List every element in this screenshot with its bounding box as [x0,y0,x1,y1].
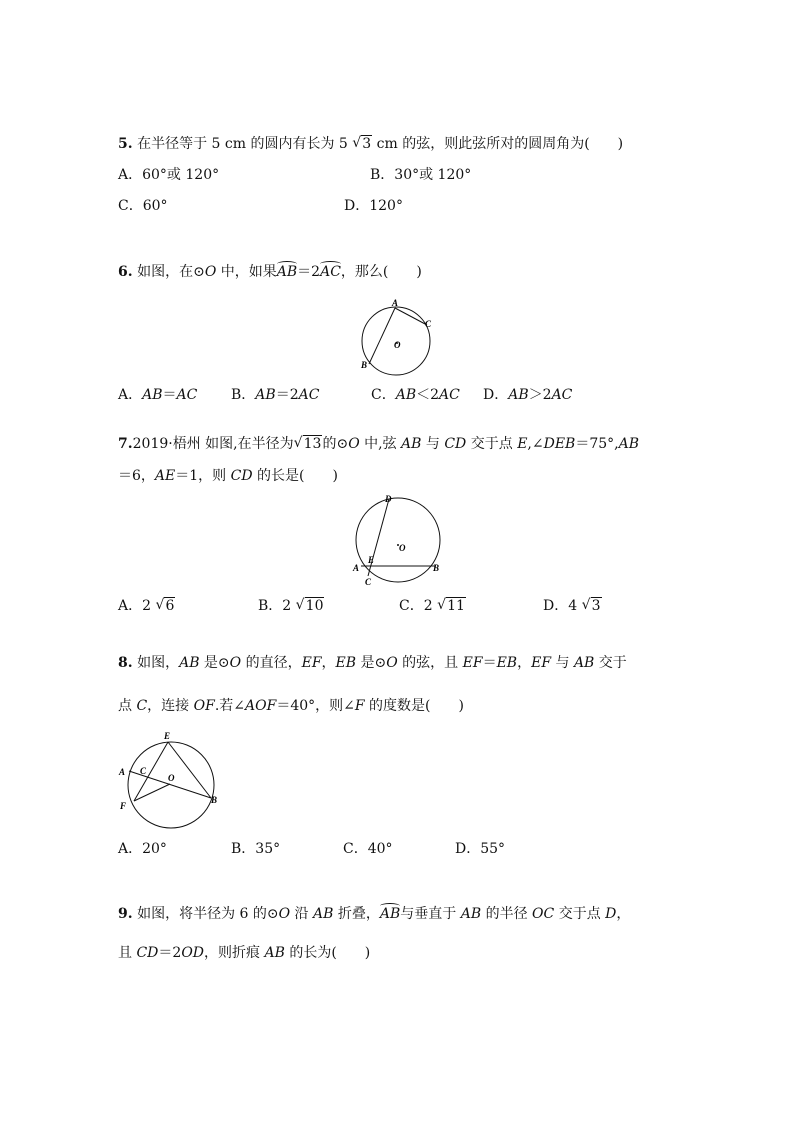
q8-label-a: A [119,767,126,777]
q6-option-c: C．AB＜2AC [371,387,460,403]
q6-number: 6. [118,264,133,280]
sqrt-symbol: √ 3 [352,135,372,153]
q9-number: 9. [118,906,133,922]
q8-label-f: F [120,801,127,811]
q9-stem-line1: 9. 如图，将半径为 6 的⊙O 沿 AB 折叠，AB与垂直于 AB 的半径 OC 交于点 D， [118,906,631,922]
q6-label-a: A [392,298,399,308]
sqrt-symbol: √ 11 [437,597,466,615]
q7-label-a: A [353,563,360,573]
q8-figure [113,728,228,833]
q5-number: 5. [118,136,133,152]
arc-ab: AB [379,906,401,922]
q8-label-o: O [168,773,175,783]
q7-option-b: B．2 √ 10 [258,597,324,615]
q7-label-c: C [365,577,372,587]
q7-label-d: D [385,494,392,504]
q8-option-c: C．40° [343,841,393,857]
q7-option-c: C．2 √ 11 [399,597,466,615]
q8-label-c: C [140,766,147,776]
q8-stem-line2: 点 C，连接 OF.若∠AOF＝40°，则∠F 的度数是( ) [118,698,464,714]
q5-stem: 5. 在半径等于 5 cm 的圆内有长为 5 √ 3 cm 的弦，则此弦所对的圆周角为( ) [118,135,623,153]
arc-ab: AB [276,264,298,280]
q8-option-b: B．35° [231,841,281,857]
q6-option-b: B．AB＝2AC [231,387,320,403]
q7-option-d: D．4 √ 3 [543,597,602,615]
q9-stem-line2: 且 CD＝2OD，则折痕 AB 的长为( ) [118,945,371,961]
sqrt-symbol: √ 3 [582,597,602,615]
q8-chord-eb [168,742,211,798]
q5-option-a: A．60°或 120° [118,167,220,183]
q7-number: 7. [118,436,133,452]
sqrt-symbol: √ 13 [294,435,323,453]
q5-option-d: D．120° [344,198,403,214]
q7-figure [348,490,448,590]
q8-option-a: A．20° [118,841,167,857]
q8-label-b: B [211,795,218,805]
q8-option-d: D．55° [455,841,506,857]
sqrt-symbol: √ 6 [155,597,175,615]
q8-stem-line1: 8. 如图，AB 是⊙O 的直径，EF，EB 是⊙O 的弦，且 EF＝EB，EF 与 AB 交于 [118,655,627,671]
q6-stem: 6. 如图，在⊙O 中，如果AB＝2AC，那么( ) [118,264,422,280]
q8-number: 8. [118,655,133,671]
q7-source: 2019·梧州 [132,436,201,452]
sqrt-symbol: √ 10 [296,597,325,615]
q6-option-d: D．AB＞2AC [483,387,573,403]
q6-label-c: C [425,319,432,329]
q7-label-o: O [399,543,406,553]
q6-figure [355,298,440,378]
q7-stem-line1: 7.2019·梧州 如图,在半径为√ 13的⊙O 中,弦 AB 与 CD 交于点 E,∠DEB＝75°,AB [118,435,639,453]
q5-option-b: B．30°或 120° [370,167,472,183]
q7-stem-line2: ＝6，AE＝1，则 CD 的长是( ) [118,468,338,484]
q7-option-a: A．2 √ 6 [118,597,175,615]
q6-label-o: O [394,340,401,350]
q7-label-e: E [368,555,375,565]
q7-circle [356,498,440,582]
q6-label-b: B [361,360,368,370]
q8-label-e: E [164,731,171,741]
q6-option-a: A．AB＝AC [118,387,198,403]
q7-label-b: B [433,563,440,573]
arc-ac: AC [320,264,341,280]
q5-option-c: C．60° [118,198,168,214]
